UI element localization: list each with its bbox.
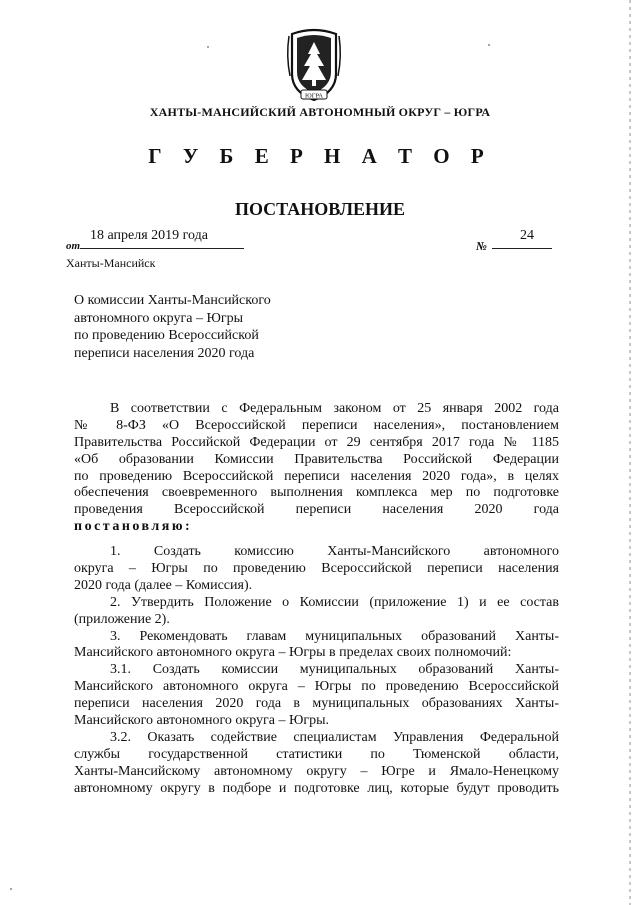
date-prefix-label: от — [66, 240, 81, 252]
body-line: Правительства Российской Федерации от 29 сентября 2017 года № 1185 — [74, 434, 559, 450]
resolve-word: постановляю: — [74, 519, 193, 535]
emblem-label: ЮГРА — [305, 92, 323, 100]
body-line: В соответствии с Федеральным законом от 25 января 2002 года — [110, 401, 559, 416]
scan-speck — [488, 44, 490, 46]
number-underline — [492, 248, 552, 249]
scan-edge-shadow — [629, 0, 631, 905]
subject-line: по проведению Всероссийской — [74, 328, 259, 344]
body-line: Мансийского автономного округа – Югры. — [74, 713, 330, 729]
preamble-paragraph — [74, 401, 559, 536]
body-line: автономному округу в подборе и подготовке лиц, которые будут проводить — [74, 780, 559, 796]
item-3 — [74, 629, 559, 663]
body-line: проведения Всероссийской переписи населения 2020 года — [74, 502, 559, 518]
governor-title: Г У Б Е Р Н А Т О Р — [148, 144, 492, 168]
body-line: 2020 года (далее – Комиссия). — [74, 577, 253, 593]
document-body — [74, 401, 559, 797]
region-name: ХАНТЫ-МАНСИЙСКИЙ АВТОНОМНЫЙ ОКРУГ – ЮГРА — [149, 105, 491, 119]
item-3-2 — [74, 730, 559, 798]
body-line: Ханты-Мансийскому автономному округу – Югре и Ямало-Ненецкому — [74, 763, 559, 779]
coat-of-arms-emblem — [284, 26, 344, 104]
document-number: 24 — [520, 228, 534, 243]
body-line: № 8-ФЗ «О Всероссийской переписи населения», постановлением — [74, 417, 559, 433]
body-line: 1. Создать комиссию Ханты-Мансийского автономного — [110, 544, 559, 560]
body-line: 2. Утвердить Положение о Комиссии (приложение 1) и ее состав — [110, 594, 559, 610]
date-underline — [80, 248, 244, 249]
document-type: ПОСТАНОВЛЕНИЕ — [234, 199, 406, 219]
body-line: (приложение 2). — [74, 611, 170, 627]
scan-speck — [207, 46, 209, 48]
item-2 — [74, 595, 559, 629]
body-line: 3.1. Создать комиссии муниципальных образований Ханты- — [110, 662, 559, 678]
body-line: 3.2. Оказать содействие специалистам Управления Федеральной — [110, 729, 559, 745]
item-1 — [74, 544, 559, 595]
body-line: переписи населения 2020 года в муниципальных образованиях Ханты- — [74, 696, 559, 712]
body-line: службы государственной статистики по Тюменской области, — [74, 746, 559, 762]
body-line: обеспечения своевременного выполнения комплекса мер по подготовке — [74, 485, 559, 501]
body-line: по проведению Всероссийской переписи населения 2020 года», в целях — [74, 468, 559, 484]
subject-line: переписи населения 2020 года — [74, 345, 255, 361]
subject-line: О комиссии Ханты-Мансийского — [74, 293, 271, 308]
item-3-1 — [74, 662, 559, 730]
body-line: Мансийского автономного округа – Югры по проведению Всероссийской — [74, 679, 559, 695]
number-label: № — [476, 239, 487, 253]
body-line: 3. Рекомендовать главам муниципальных образований Ханты- — [110, 628, 559, 644]
body-line: «Об образовании Комиссии Правительства Российской Федерации — [74, 451, 559, 467]
body-line: Мансийского автономного округа – Югры в пределах своих полномочий: — [74, 645, 512, 661]
document-date: 18 апреля 2019 года — [90, 228, 208, 243]
scan-speck — [10, 888, 12, 890]
document-subject — [74, 292, 334, 362]
body-line: округа – Югры по проведению Всероссийской переписи населения — [74, 561, 559, 577]
subject-line: автономного округа – Югры — [74, 310, 243, 326]
document-city: Ханты-Мансийск — [66, 256, 156, 270]
